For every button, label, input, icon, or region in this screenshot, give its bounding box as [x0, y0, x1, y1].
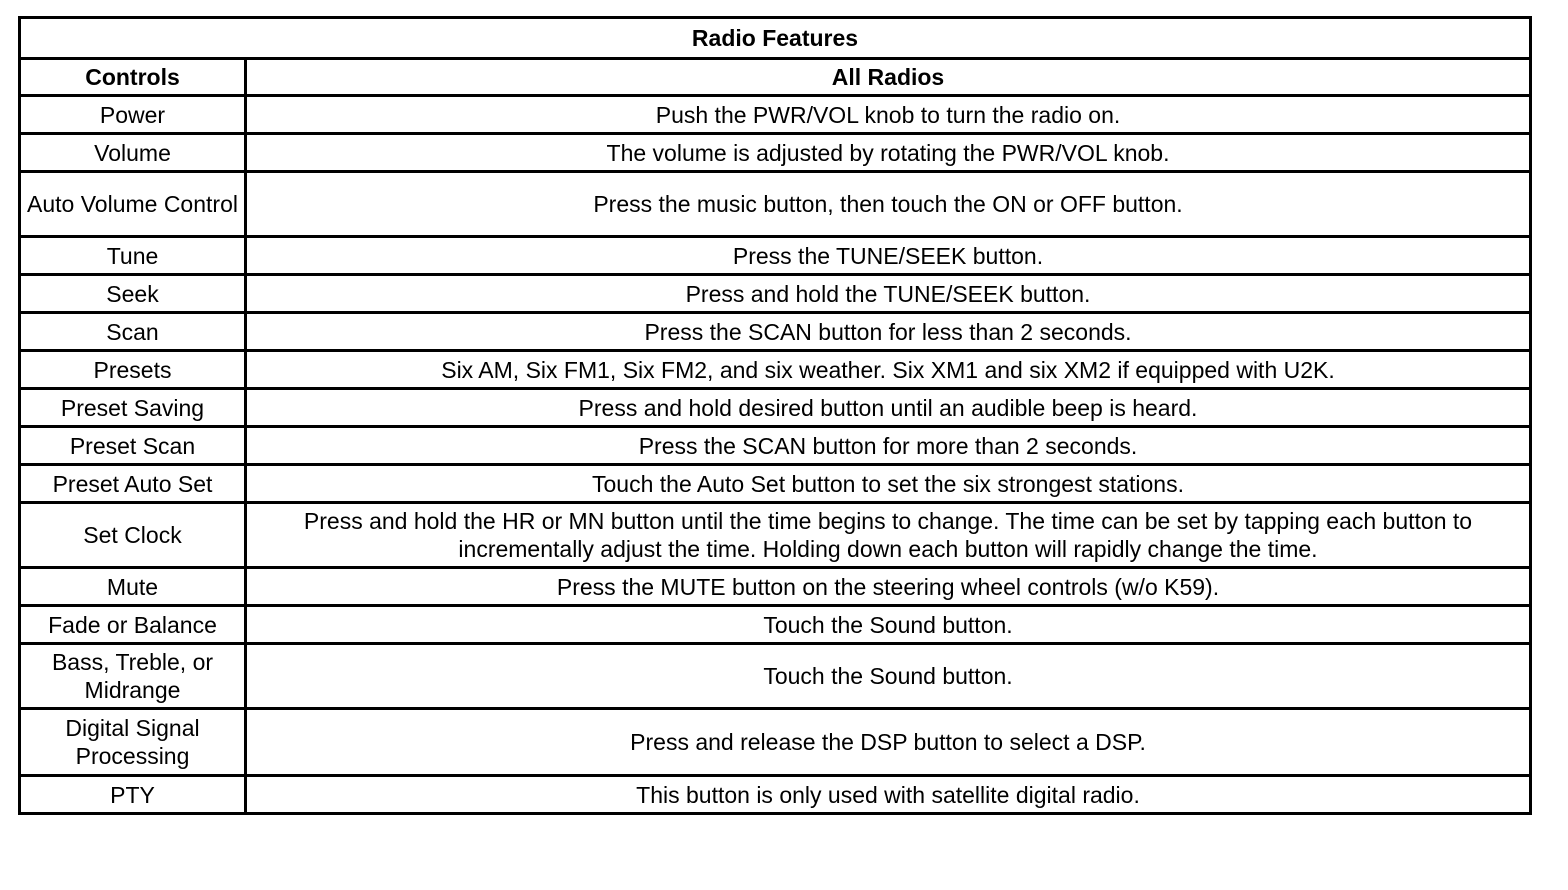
table-row — [20, 503, 1531, 568]
table-row — [20, 427, 1531, 465]
description-cell: Press the music button, then touch the ON or OFF button. — [246, 172, 1531, 237]
table-header-row — [20, 59, 1531, 96]
control-cell: Preset Scan — [20, 427, 246, 465]
table-row — [20, 606, 1531, 644]
description-cell: Press and hold the HR or MN button until the time begins to change. The time can be set by tapping each button to incrementally adjust the time. Holding down each button will rapidly change the time. — [246, 503, 1531, 568]
header-all-radios: All Radios — [246, 59, 1531, 96]
table-row — [20, 96, 1531, 134]
table-row — [20, 172, 1531, 237]
description-cell: Press the SCAN button for less than 2 seconds. — [246, 313, 1531, 351]
control-cell: Auto Volume Control — [20, 172, 246, 237]
table-row — [20, 568, 1531, 606]
table-row — [20, 709, 1531, 776]
description-cell: The volume is adjusted by rotating the PWR/VOL knob. — [246, 134, 1531, 172]
description-cell: This button is only used with satellite digital radio. — [246, 776, 1531, 814]
table-title: Radio Features — [20, 18, 1531, 59]
description-cell: Press the TUNE/SEEK button. — [246, 237, 1531, 275]
table-row — [20, 237, 1531, 275]
table-row — [20, 389, 1531, 427]
description-cell: Press and release the DSP button to select a DSP. — [246, 709, 1531, 776]
table-row — [20, 313, 1531, 351]
description-cell: Press and hold the TUNE/SEEK button. — [246, 275, 1531, 313]
control-cell: Fade or Balance — [20, 606, 246, 644]
table-row — [20, 465, 1531, 503]
description-cell: Press and hold desired button until an audible beep is heard. — [246, 389, 1531, 427]
table-row — [20, 776, 1531, 814]
table-row — [20, 644, 1531, 709]
table-title-row — [20, 18, 1531, 59]
description-cell: Touch the Auto Set button to set the six strongest stations. — [246, 465, 1531, 503]
control-cell: Preset Auto Set — [20, 465, 246, 503]
control-cell: PTY — [20, 776, 246, 814]
table-row — [20, 275, 1531, 313]
description-cell: Six AM, Six FM1, Six FM2, and six weather. Six XM1 and six XM2 if equipped with U2K. — [246, 351, 1531, 389]
description-cell: Press the MUTE button on the steering wheel controls (w/o K59). — [246, 568, 1531, 606]
control-cell: Volume — [20, 134, 246, 172]
control-cell: Power — [20, 96, 246, 134]
header-controls: Controls — [20, 59, 246, 96]
control-cell: Scan — [20, 313, 246, 351]
description-cell: Touch the Sound button. — [246, 644, 1531, 709]
control-cell: Digital Signal Processing — [20, 709, 246, 776]
control-cell: Set Clock — [20, 503, 246, 568]
control-cell: Bass, Treble, or Midrange — [20, 644, 246, 709]
control-cell: Presets — [20, 351, 246, 389]
description-cell: Press the SCAN button for more than 2 seconds. — [246, 427, 1531, 465]
description-cell: Touch the Sound button. — [246, 606, 1531, 644]
control-cell: Mute — [20, 568, 246, 606]
control-cell: Seek — [20, 275, 246, 313]
table-row — [20, 351, 1531, 389]
table-row — [20, 134, 1531, 172]
description-cell: Push the PWR/VOL knob to turn the radio on. — [246, 96, 1531, 134]
control-cell: Preset Saving — [20, 389, 246, 427]
control-cell: Tune — [20, 237, 246, 275]
radio-features-table — [18, 16, 1532, 815]
